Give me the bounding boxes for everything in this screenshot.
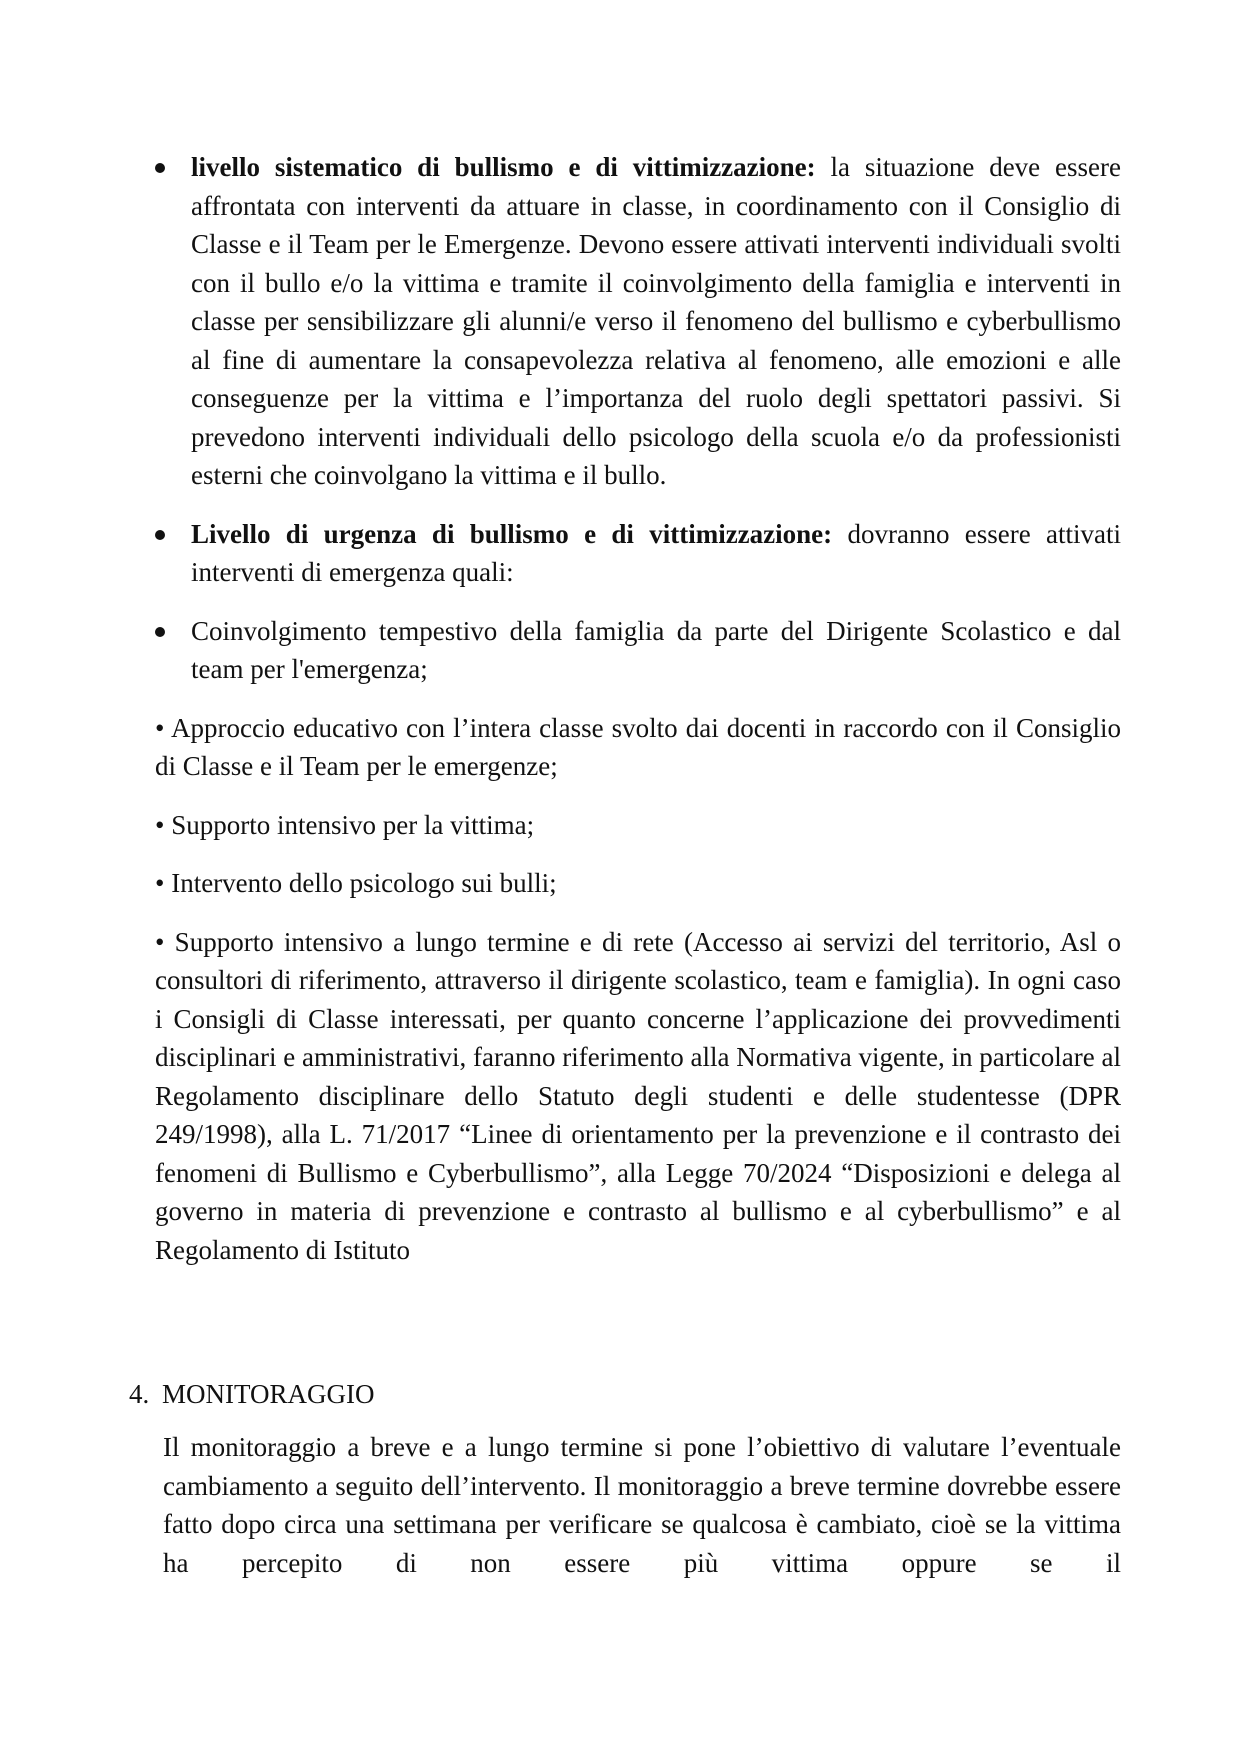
bullet-item-systematic — [155, 148, 1121, 495]
section-heading — [129, 1375, 375, 1414]
section-number: 4. — [129, 1379, 150, 1409]
bullet-text: Coinvolgimento tempestivo della famiglia da parte del Dirigente Scolastico e dal team per l'emergenza; — [191, 615, 1121, 684]
bullet-heading: Livello di urgenza di bullismo e di vittimizzazione: — [191, 518, 833, 549]
sub-item-long-term-support: • Supporto intensivo a lungo termine e di rete (Accesso ai servizi del territorio, Asl o consultori di riferimento, attraverso il dirigente scolastico, team e famiglia). In ogni caso i Consigli di Classe interessati, per quanto concerne l’applicazione dei provvedimenti disciplinari e amministrativi, faranno riferimento alla Normativa vigente, in particolare al Regolamento disciplinare dello Statuto degli studenti e delle studentesse (DPR 249/1998), alla L. 71/2017 “Linee di orientamento per la prevenzione e il contrasto dei fenomeni di Bullismo e Cyberbullismo”, alla Legge 70/2024 “Disposizioni e delega al governo in materia di prevenzione e contrasto al bullismo e al cyberbullismo” e al Regolamento di Istituto — [155, 926, 1121, 1265]
bullet-item-family — [155, 612, 1121, 689]
sub-item-approach: • Approccio educativo con l’intera classe svolto dai docenti in raccordo con il Consiglio di Classe e il Team per le emergenze; — [155, 712, 1121, 781]
bullet-text: la situazione deve essere affrontata con interventi da attuare in classe, in coordinamento con il Consiglio di Classe e il Team per le Emergenze. Devono essere attivati interventi individuali svolti con il bullo e/o la vittima e tramite il coinvolgimento della famiglia e interventi in classe per sensibilizzare gli alunni/e verso il fenomeno del bullismo e cyberbullismo al fine di aumentare la consapevolezza relativa al fenomeno, alle emozioni e alle conseguenze per la vittima e l’importanza del ruolo degli spettatori passivi. Si prevedono interventi individuali dello psicologo della scuola e/o da professionisti esterni che coinvolgano la vittima e il bullo. — [191, 152, 1121, 490]
bullet-dot-icon — [155, 163, 165, 173]
sub-item-victim-support: • Supporto intensivo per la vittima; — [155, 809, 535, 840]
body-content — [155, 148, 1121, 1269]
bullet-dot-icon — [155, 530, 165, 540]
section-paragraph: Il monitoraggio a breve e a lungo termine si pone l’obiettivo di valutare l’eventuale cambiamento a seguito dell’intervento. Il monitoraggio a breve termine dovrebbe essere fatto dopo circa una settimana per verificare se qualcosa è cambiato, cioè se la vittima ha percepito di non essere più vittima oppure se il — [163, 1432, 1121, 1578]
sub-item-psychologist: • Intervento dello psicologo sui bulli; — [155, 868, 557, 898]
bullet-item-urgency — [155, 515, 1121, 592]
bullet-heading: livello sistematico di bullismo e di vittimizzazione: — [191, 152, 816, 182]
bullet-dot-icon — [155, 627, 165, 637]
bullet-text: dovranno essere attivati interventi di emergenza quali: — [191, 518, 1121, 587]
section-title: MONITORAGGIO — [162, 1379, 375, 1409]
